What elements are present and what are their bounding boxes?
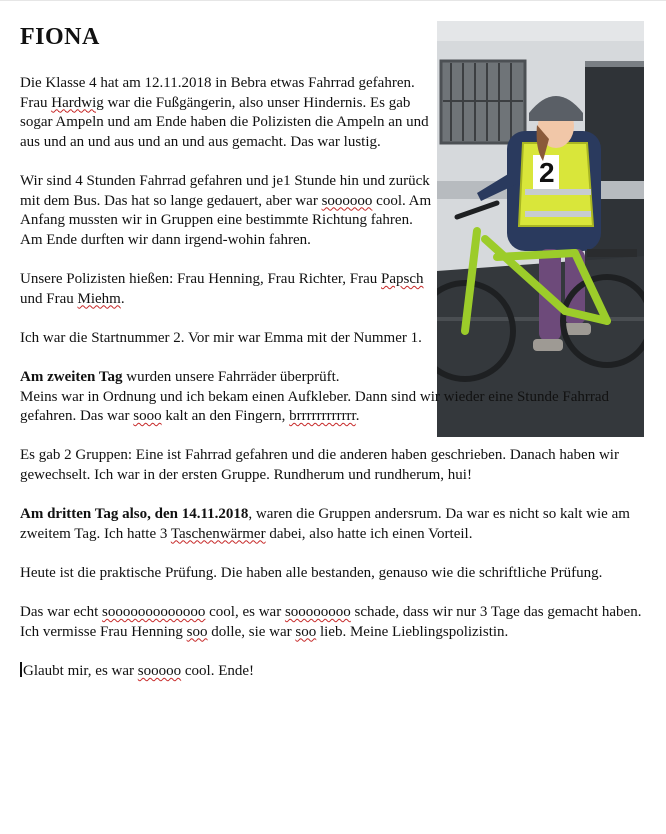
paragraph-10 [20,662,660,682]
spellcheck-word: Hardwig [51,94,104,111]
text-cursor [20,662,22,677]
text-run: Glaubt mir, es war [23,662,138,679]
top-divider [0,0,666,1]
text-run: Unsere Polizisten hießen: Frau Henning, Frau Richter, Frau [20,270,381,287]
paragraph-8: Heute ist die praktische Prüfung. Die haben alle bestanden, genauso wie die schriftliche Prüfung. [20,564,603,581]
text-run: war die Fußgängerin, also unser Hindernis. Es gab sogar Ampeln und am Ende haben die Polizisten die Ampeln an und aus und an und aus und an und aus gemacht. Das war lustig. [20,94,429,150]
text-run: cool. Am Anfang mussten wir in Gruppen eine bestimmte Richtung fahren. Am Ende durften wir dann irgend-wohin fahren. [20,192,432,248]
spellcheck-word: sooo [133,408,162,425]
text-run: Meins war in Ordnung und ich bekam einen Aufkleber. Dann sind wir wieder eine Stunde Fahrrad gefahren. Das war [20,388,610,425]
paragraph-4: Ich war die Startnummer 2. Vor mir war Emma mit der Nummer 1. [20,329,422,346]
text-run: . [120,290,125,307]
text-run: Die Klasse 4 hat am 12.11.2018 in Bebra etwas Fahrrad gefahren. Frau [20,75,415,111]
paragraph-7 [20,505,660,544]
text-run: kalt an den Fingern, [161,408,290,425]
spellcheck-word: soo [295,623,317,640]
spellcheck-word: sooooooooooooo [102,604,206,621]
document-body [20,74,660,701]
spellcheck-word: brrrrrrrrrrrr [289,408,356,425]
text-run: dolle, sie war [207,623,296,640]
spellcheck-word: Miehm [77,290,121,307]
paragraph-9 [20,603,660,642]
spellcheck-word: soooooo [321,192,373,209]
bold-run: Am dritten Tag also, den 14.11.2018 [20,506,249,523]
text-run: lieb. Meine Lieblingspolizistin. [316,623,509,640]
bold-run: Am zweiten Tag [20,368,123,385]
text-run: cool, es war [205,604,285,621]
text-run: Das war echt [20,604,103,621]
spellcheck-word: soooooooo [284,604,351,621]
text-run: wurden unsere Fahrräder überprüft. [122,368,340,385]
bib-number: 2 [539,157,555,188]
paragraph-6: Es gab 2 Gruppen: Eine ist Fahrrad gefahren und die anderen haben geschrieben. Danach haben wir gewechselt. Ich war in der ersten Gruppe. Rundherum und rundherum, hui! [20,447,619,483]
text-run: Wir sind 4 Stunden Fahrrad gefahren und je1 Stunde hin und zurück mit dem Bus. Das hat so lange gedauert, aber war [20,172,430,209]
paragraph-1 [20,74,438,152]
spellcheck-word: soo [186,623,208,640]
spellcheck-word: sooooo [137,662,182,679]
text-run: dabei, also hatte ich einen Vorteil. [265,525,473,542]
text-run: . [355,408,360,425]
text-run: schade, dass wir nur 3 Tage das gemacht haben. Ich vermisse Frau Henning [20,604,642,640]
page-title: FIONA [20,24,100,50]
spellcheck-word: Papsch [381,270,424,287]
text-run: cool. Ende! [181,662,255,679]
paragraph-3 [20,270,438,309]
paragraph-2 [20,172,438,250]
paragraph-5 [20,368,660,427]
spellcheck-word: Taschenwärmer [170,525,266,542]
text-run: , waren die Gruppen andersrum. Da war es nicht so kalt wie am zweitem Tag. Ich hatte 3 [20,506,630,542]
text-run: und Frau [20,290,78,307]
